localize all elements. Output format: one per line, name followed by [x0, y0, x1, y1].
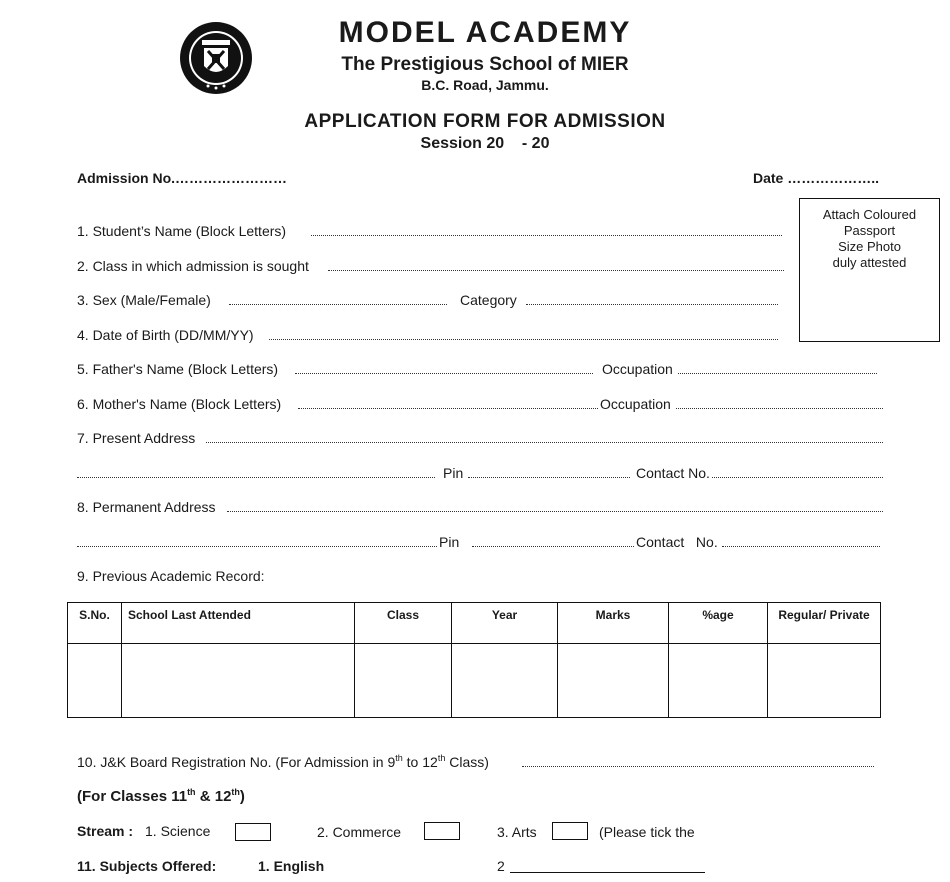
- admission-no-field[interactable]: Admission No.……………………: [77, 170, 288, 186]
- permanent-pin-input[interactable]: [472, 546, 634, 547]
- cell-school[interactable]: [122, 644, 355, 718]
- classes-text-c: ): [239, 788, 245, 805]
- date-field[interactable]: Date ………………..: [753, 170, 880, 186]
- permanent-pin-label: Pin: [439, 534, 460, 550]
- permanent-contact-input[interactable]: [722, 546, 880, 547]
- stream-arts-checkbox[interactable]: [552, 822, 588, 840]
- category-label: Category: [460, 292, 517, 308]
- board-reg-text-b: to 12: [402, 754, 438, 770]
- board-reg-sup2: th: [437, 753, 446, 763]
- permanent-address-input[interactable]: [227, 511, 883, 512]
- present-address-label: 7. Present Address: [77, 430, 196, 446]
- board-registration-input[interactable]: [522, 766, 874, 767]
- th-regular-private: Regular/ Private: [768, 603, 881, 644]
- school-name: MODEL ACADEMY: [338, 16, 632, 49]
- th-sno: S.No.: [68, 603, 122, 644]
- th-year: Year: [452, 603, 558, 644]
- stream-commerce-label: 2. Commerce: [317, 824, 402, 840]
- th-percentage: %age: [669, 603, 768, 644]
- stream-label: Stream :: [77, 823, 134, 839]
- photo-text-2: Passport: [843, 223, 896, 238]
- present-contact-input[interactable]: [712, 477, 883, 478]
- stream-note: (Please tick the: [599, 824, 695, 840]
- table-row[interactable]: [68, 644, 881, 718]
- th-class: Class: [355, 603, 452, 644]
- cell-sno[interactable]: [68, 644, 122, 718]
- academic-record-table: [67, 602, 881, 718]
- student-name-input[interactable]: [311, 235, 782, 236]
- mother-occupation-label: Occupation: [600, 396, 671, 412]
- present-address-input[interactable]: [206, 442, 883, 443]
- th-marks: Marks: [558, 603, 669, 644]
- board-reg-text-c: Class): [445, 754, 489, 770]
- subject-2-label: 2: [497, 858, 505, 874]
- mother-name-label: 6. Mother's Name (Block Letters): [77, 396, 282, 412]
- present-address-line2[interactable]: [77, 477, 435, 478]
- board-registration-label: [77, 754, 489, 770]
- classes-text-a: (For Classes 11: [77, 788, 188, 805]
- present-contact-label: Contact No.: [636, 465, 710, 481]
- sex-input[interactable]: [229, 304, 447, 305]
- father-occupation-input[interactable]: [678, 373, 877, 374]
- permanent-contact-label: Contact No.: [636, 534, 718, 550]
- stream-science-checkbox[interactable]: [235, 823, 271, 841]
- subject-1: 1. English: [258, 858, 325, 874]
- dob-label: 4. Date of Birth (DD/MM/YY): [77, 327, 254, 343]
- th-school: School Last Attended: [122, 603, 355, 644]
- subject-2-input[interactable]: [510, 872, 705, 873]
- stream-commerce-checkbox[interactable]: [424, 822, 460, 840]
- board-reg-sup1: th: [395, 753, 403, 763]
- permanent-address-label: 8. Permanent Address: [77, 499, 216, 515]
- category-input[interactable]: [526, 304, 778, 305]
- student-name-label: 1. Student’s Name (Block Letters): [77, 223, 287, 239]
- stream-science-label: 1. Science: [145, 823, 211, 839]
- father-occupation-label: Occupation: [602, 361, 673, 377]
- table-header-row: [68, 603, 881, 644]
- sex-label: 3. Sex (Male/Female): [77, 292, 211, 308]
- cell-year[interactable]: [452, 644, 558, 718]
- photo-box[interactable]: [799, 198, 940, 342]
- classes-text-b: & 12: [195, 788, 232, 805]
- mother-occupation-input[interactable]: [676, 408, 883, 409]
- academic-record-label: 9. Previous Academic Record:: [77, 568, 265, 584]
- cell-marks[interactable]: [558, 644, 669, 718]
- subjects-label: 11. Subjects Offered:: [77, 858, 217, 874]
- school-logo: [178, 20, 254, 96]
- class-sought-input[interactable]: [328, 270, 784, 271]
- classes-heading: [77, 788, 245, 805]
- photo-text-3: Size Photo: [838, 239, 901, 254]
- class-sought-label: 2. Class in which admission is sought: [77, 258, 309, 274]
- father-name-input[interactable]: [295, 373, 593, 374]
- present-pin-label: Pin: [443, 465, 464, 481]
- photo-text-1: Attach Coloured: [822, 207, 917, 222]
- stream-arts-label: 3. Arts: [497, 824, 537, 840]
- board-reg-text-a: 10. J&K Board Registration No. (For Admission in 9: [77, 754, 396, 770]
- permanent-address-line2[interactable]: [77, 546, 437, 547]
- school-tagline: The Prestigious School of MIER: [341, 54, 629, 75]
- form-title: APPLICATION FORM FOR ADMISSION: [304, 111, 666, 132]
- session-line: Session 20 - 20: [420, 135, 550, 152]
- dob-input[interactable]: [269, 339, 778, 340]
- mother-name-input[interactable]: [298, 408, 598, 409]
- photo-text-4: duly attested: [832, 255, 907, 270]
- school-address: B.C. Road, Jammu.: [421, 77, 549, 93]
- cell-class[interactable]: [355, 644, 452, 718]
- cell-regular-private[interactable]: [768, 644, 881, 718]
- cell-percentage[interactable]: [669, 644, 768, 718]
- classes-sup1: th: [187, 787, 196, 797]
- classes-sup2: th: [231, 787, 240, 797]
- present-pin-input[interactable]: [468, 477, 630, 478]
- father-name-label: 5. Father's Name (Block Letters): [77, 361, 279, 377]
